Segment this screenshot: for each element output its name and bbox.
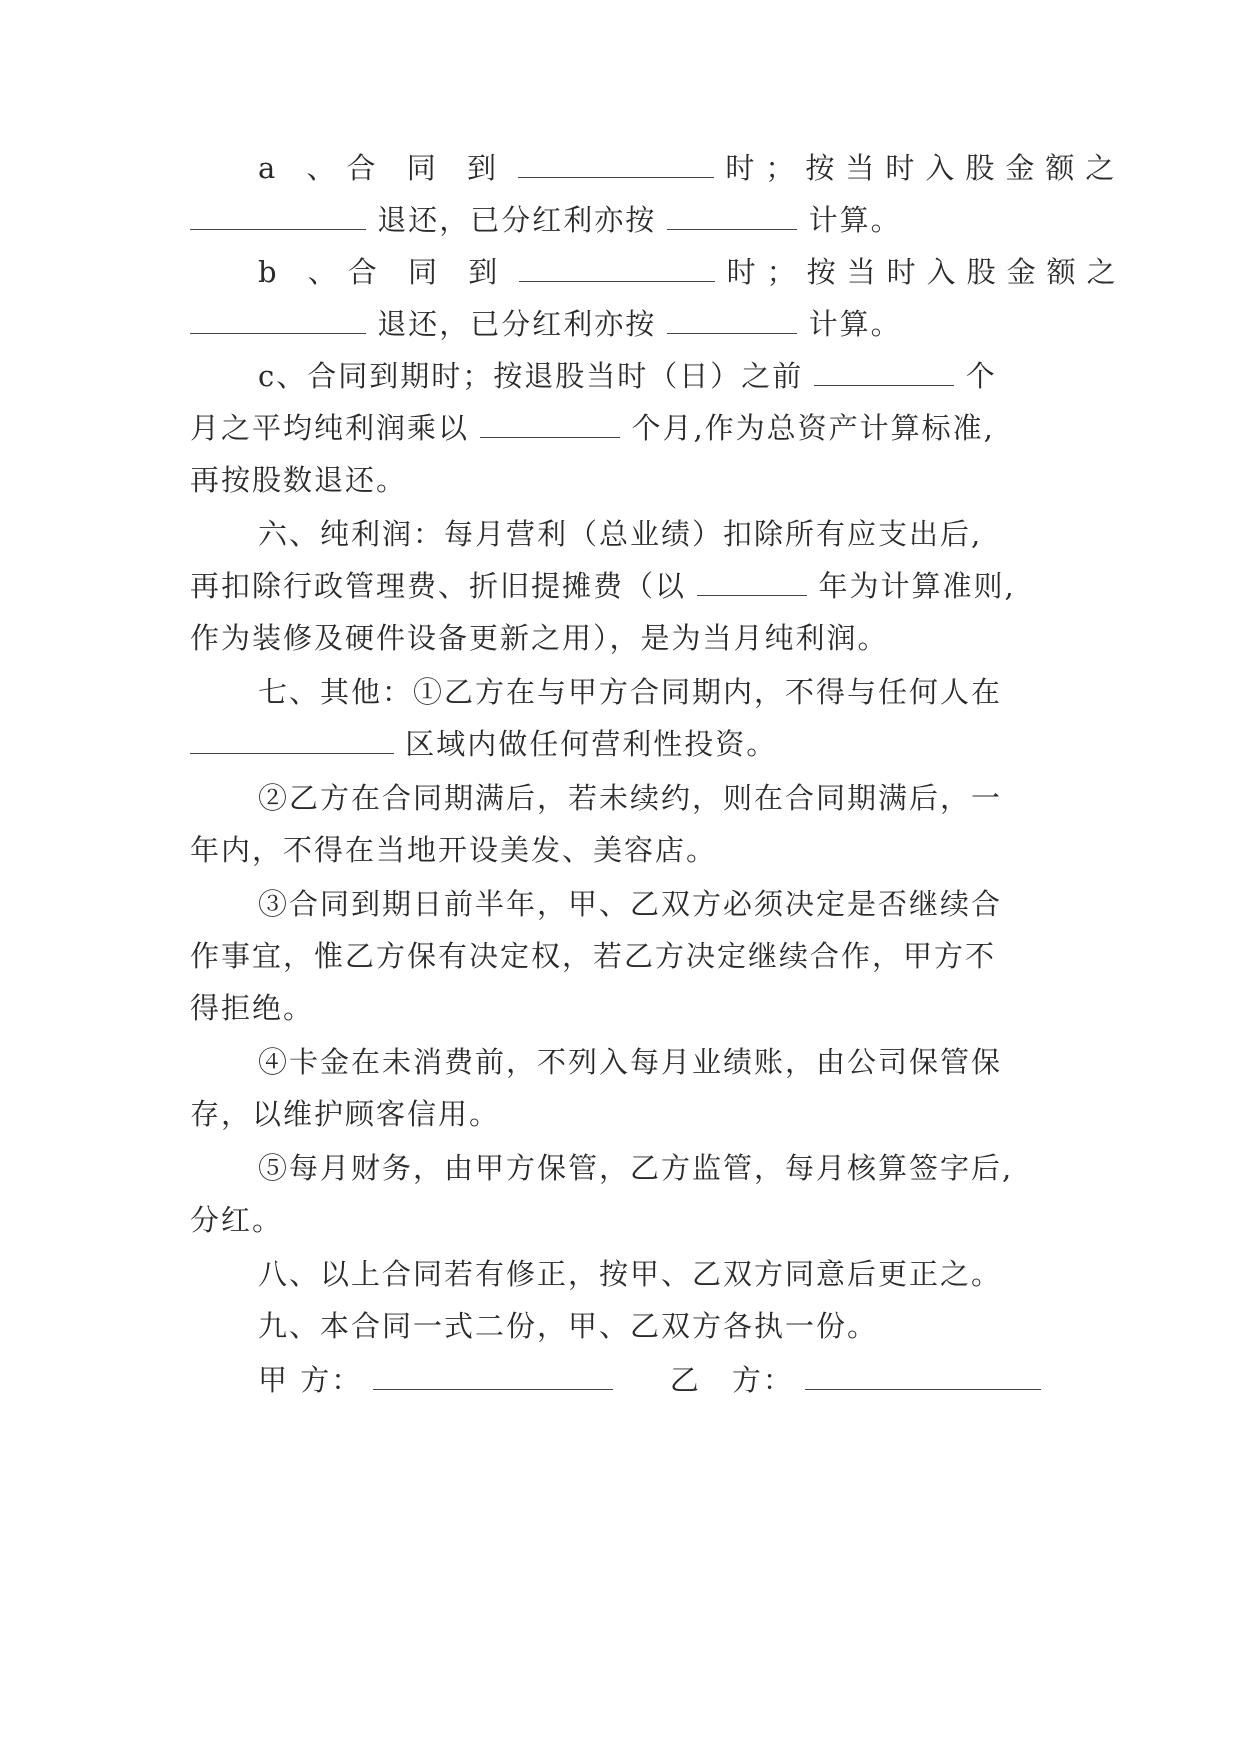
clause-text: 年为计算准则, xyxy=(818,569,1016,603)
clause-5a-line-2 xyxy=(190,200,1070,240)
clause-6-line-2 xyxy=(190,566,1070,606)
party-b-label: 乙 方： xyxy=(669,1363,794,1397)
blank-field[interactable] xyxy=(190,727,394,754)
blank-field[interactable] xyxy=(480,411,620,438)
clause-text: 退还，已分红利亦按 xyxy=(377,203,657,237)
blank-field[interactable] xyxy=(518,151,714,178)
clause-7-4-line-2: 存，以维护顾客信用。 xyxy=(190,1097,501,1131)
clause-text: 个月,作为总资产计算标准, xyxy=(631,411,995,445)
clause-7-3-line-3: 得拒绝。 xyxy=(190,991,315,1025)
clause-7-line-1: 七、其他：①乙方在与甲方合同期内，不得与任何人在 xyxy=(258,675,1003,709)
clause-9: 九、本合同一式二份，甲、乙双方各执一份。 xyxy=(258,1309,879,1343)
clause-text: 时；按当时入股金额之 xyxy=(726,255,1127,289)
clause-5a-line-1 xyxy=(258,148,1138,188)
party-a-signature-field[interactable] xyxy=(373,1363,613,1390)
clause-5c-line-3: 再按股数退还。 xyxy=(190,463,408,497)
clause-text: a 、合 同 到 xyxy=(258,151,507,185)
clause-7-4-line-1: ④卡金在未消费前，不列入每月业绩账，由公司保管保 xyxy=(258,1045,1003,1079)
clause-7-5-line-1: ⑤每月财务，由甲方保管，乙方监管，每月核算签字后, xyxy=(258,1151,1014,1185)
clause-5c-line-1 xyxy=(258,356,1138,396)
clause-text: b 、合 同 到 xyxy=(258,255,509,289)
clause-text: 计算。 xyxy=(808,307,902,341)
clause-7-3-line-1: ③合同到期日前半年，甲、乙双方必须决定是否继续合 xyxy=(258,887,1003,921)
clause-text: 个 xyxy=(965,359,997,393)
blank-field[interactable] xyxy=(190,307,366,334)
signature-line xyxy=(258,1360,1138,1400)
clause-5c-line-2 xyxy=(190,408,1070,448)
clause-text: 计算。 xyxy=(808,203,902,237)
party-b-signature-field[interactable] xyxy=(805,1363,1041,1390)
clause-7-2-line-2: 年内，不得在当地开设美发、美容店。 xyxy=(190,833,718,867)
party-a-label: 甲 方： xyxy=(258,1363,363,1397)
clause-5b-line-1 xyxy=(258,252,1138,292)
clause-7-5-line-2: 分红。 xyxy=(190,1203,284,1237)
clause-6-line-1: 六、纯利润：每月营利（总业绩）扣除所有应支出后, xyxy=(258,517,983,551)
clause-7-2-line-1: ②乙方在合同期满后，若未续约，则在合同期满后，一 xyxy=(258,781,1003,815)
clause-text: 退还，已分红利亦按 xyxy=(377,307,657,341)
blank-field[interactable] xyxy=(814,359,954,386)
blank-field[interactable] xyxy=(697,569,807,596)
blank-field[interactable] xyxy=(667,307,797,334)
clause-text: c、合同到期时；按退股当时（日）之前 xyxy=(258,359,804,393)
clause-text: 区域内做任何营利性投资。 xyxy=(405,727,778,761)
clause-7-line-2 xyxy=(190,724,1070,764)
clause-5b-line-2 xyxy=(190,304,1070,344)
clause-text: 月之平均纯利润乘以 xyxy=(190,411,470,445)
blank-field[interactable] xyxy=(519,255,715,282)
clause-8: 八、以上合同若有修正，按甲、乙双方同意后更正之。 xyxy=(258,1257,1003,1291)
blank-field[interactable] xyxy=(190,203,366,230)
clause-text: 再扣除行政管理费、折旧提摊费（以 xyxy=(190,569,687,603)
clause-6-line-3: 作为装修及硬件设备更新之用），是为当月纯利润。 xyxy=(190,621,889,655)
blank-field[interactable] xyxy=(667,203,797,230)
clause-7-3-line-2: 作事宜，惟乙方保有决定权，若乙方决定继续合作，甲方不 xyxy=(190,939,997,973)
clause-text: 时；按当时入股金额之 xyxy=(725,151,1126,185)
